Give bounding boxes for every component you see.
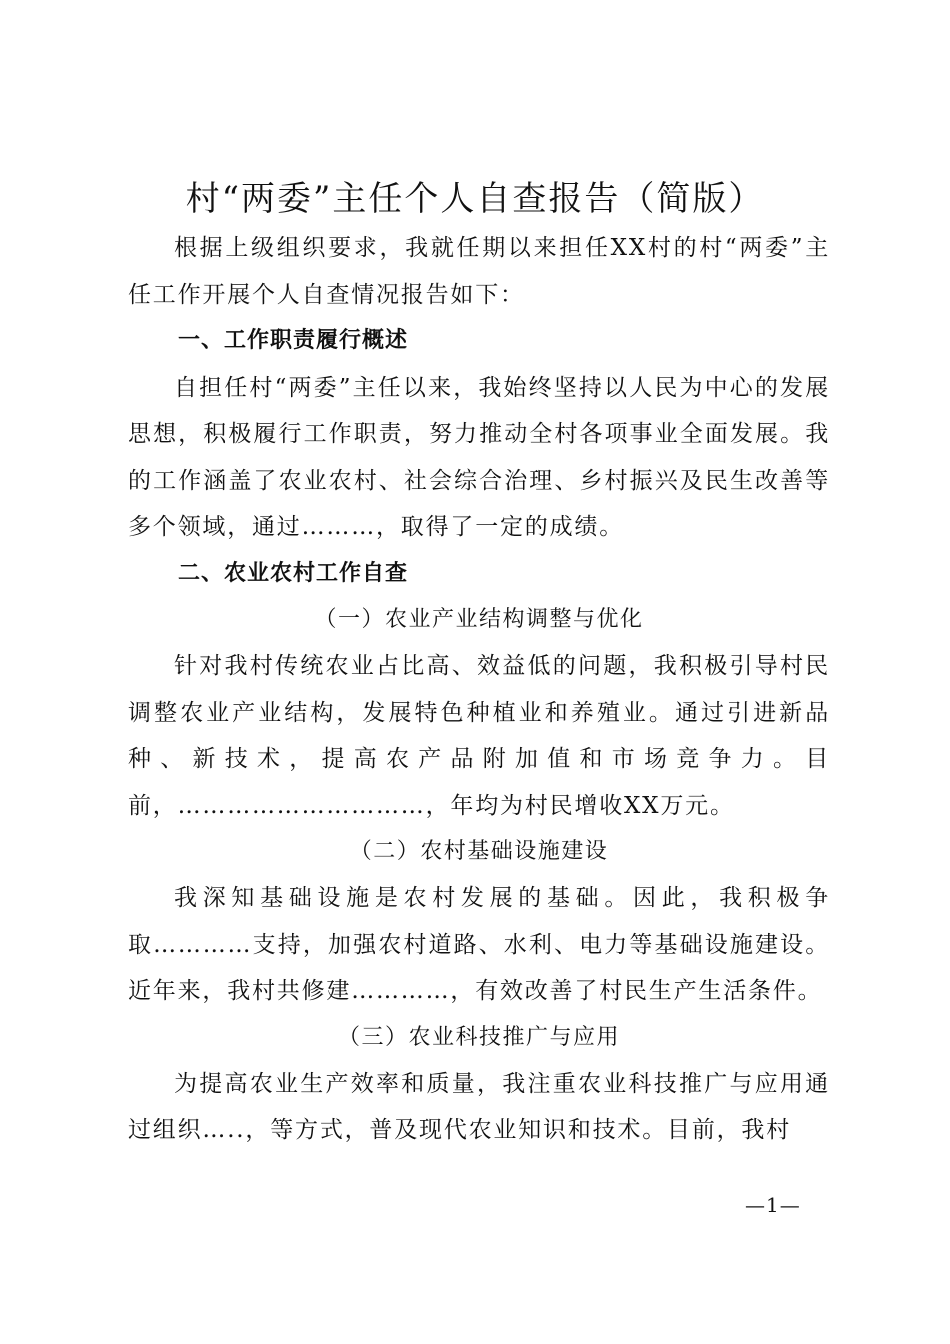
section-1-heading: 一、工作职责履行概述: [178, 328, 409, 353]
subsection-3-heading: （三）农业科技推广与应用: [337, 1024, 620, 1050]
page-number: —1—: [745, 1193, 801, 1217]
intro-paragraph: 根据上级组织要求，我就任期以来担任XX村的村“两委”主任工作开展个人自查情况报告如下：: [128, 235, 830, 308]
subsection-1-heading: （一）农业产业结构调整与优化: [314, 607, 644, 632]
section-1-paragraph: 自担任村“两委”主任以来，我始终坚持以人民为中心的发展思想，积极履行工作职责，努力推动全村各项事业全面发展。我的工作涵盖了农业农村、社会综合治理、乡村振兴及民生改善等多个领域，通过………，取得了一定的成绩。: [128, 374, 830, 540]
subsection-1-paragraph: 针对我村传统农业占比高、效益低的问题，我积极引导村民调整农业产业结构，发展特色种植业和养殖业。通过引进新品种、新技术，提高农产品附加值和市场竞争力。目前，…………………………，年均为村民增收XX万元。: [128, 653, 830, 819]
subsection-3-paragraph: 为提高农业生产效率和质量，我注重农业科技推广与应用通过组织…..，等方式，普及现代农业知识和技术。目前，我村: [128, 1070, 830, 1143]
document-title: 村“两委”主任个人自查报告（简版）: [185, 179, 765, 219]
subsection-2-heading: （二）农村基础设施建设: [349, 839, 609, 864]
document-body: [128, 225, 830, 1154]
section-2-heading: 二、农业农村工作自查: [178, 560, 409, 586]
subsection-2-paragraph: 我深知基础设施是农村发展的基础。因此，我积极争取…………支持，加强农村道路、水利、电力等基础设施建设。近年来，我村共修建…………，有效改善了村民生产生活条件。: [128, 885, 830, 1004]
